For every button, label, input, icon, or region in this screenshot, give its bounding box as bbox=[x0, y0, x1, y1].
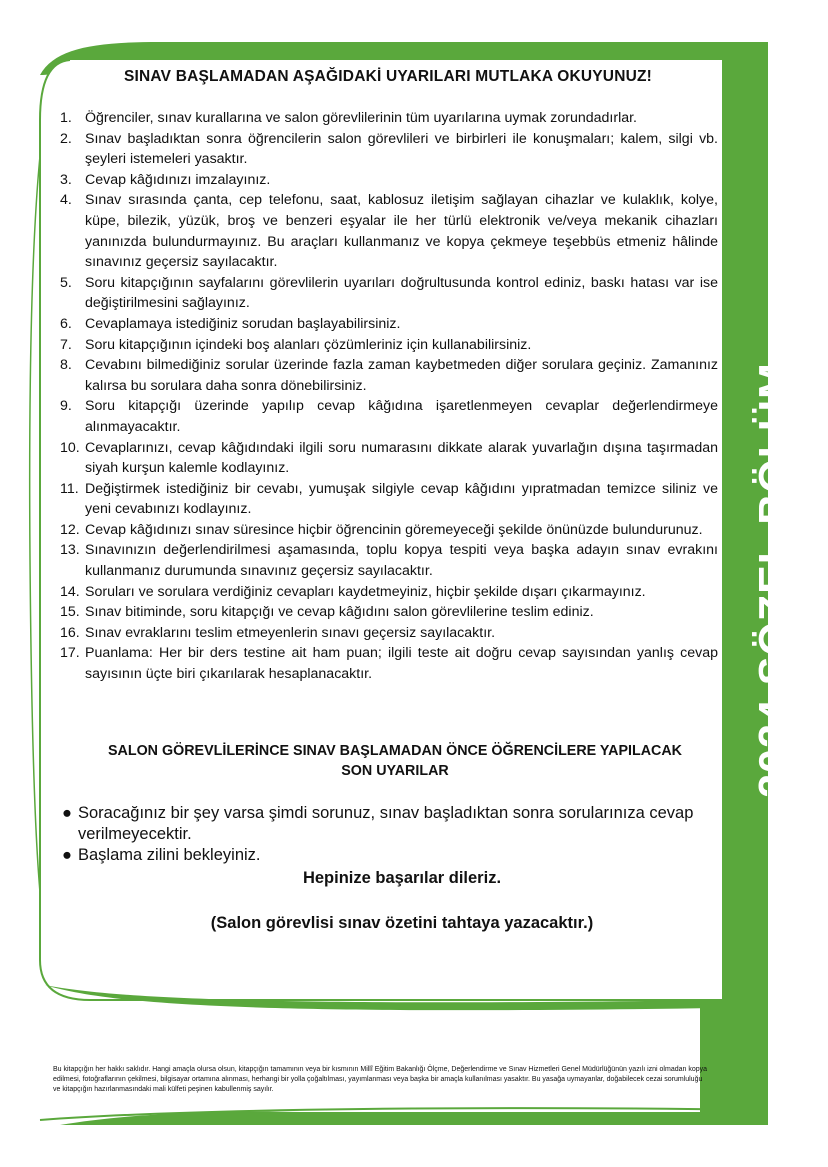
rule-number: 9. bbox=[60, 398, 72, 415]
rule-number: 10. bbox=[60, 439, 80, 456]
rule-text: Sınav bitiminde, soru kitapçığı ve cevap kâğıdını salon görevlilerine teslim ediniz. bbox=[85, 604, 594, 621]
bullet-text: Soracağınız bir şey varsa şimdi sorunuz, sınav başladıktan sonra sorularınıza cevap verilmeyecektir. bbox=[78, 803, 694, 843]
rule-text: Cevap kâğıdınızı sınav süresince hiçbir öğrencinin göremeyeceği şekilde önünüzde bulundurunuz. bbox=[85, 521, 703, 538]
rule-number: 4. bbox=[60, 192, 72, 209]
rule-text: Sınav sırasında çanta, cep telefonu, saat, kablosuz iletişim sağlayan cihazlar ve kulaklık, kolye, küpe, bilezik, yüzük, broş ve benzeri eşyalar ile her türlü elektronik ve/veya mekanik cihazları yanınızda bulundurmayınız. Bu araçları kullanmanız ve kopya çekmeye teşebbüs etmeniz hâlinde sınavınız geçersiz sayılacaktır. bbox=[85, 192, 718, 271]
bullet-icon: ● bbox=[62, 845, 72, 864]
rule-item bbox=[58, 314, 718, 335]
rule-number: 1. bbox=[60, 110, 72, 126]
board-note: (Salon görevlisi sınav özetini tahtaya yazacaktır.) bbox=[210, 913, 594, 932]
bullet-item bbox=[58, 845, 718, 866]
bullet-icon: ● bbox=[62, 803, 72, 822]
rule-text: Soru kitapçığının sayfalarını görevlilerin uyarıları doğrultusunda kontrol ediniz, baskı hatası var ise değiştirilmesini sağlayınız. bbox=[85, 274, 718, 312]
rule-item bbox=[58, 335, 718, 356]
bullet-item bbox=[58, 803, 718, 845]
rule-text: Cevaplarınızı, cevap kâğıdındaki ilgili soru numarasını dikkate alarak yuvarlağın dışına taşırmadan siyah kurşun kalemle kodlayınız. bbox=[85, 439, 718, 477]
rule-number: 13. bbox=[60, 542, 80, 559]
rule-text: Puanlama: Her bir ders testine ait ham puan; ilgili teste ait doğru cevap sayısından yanlış cevap sayısının üçte biri çıkarılarak hesaplanacaktır. bbox=[85, 645, 718, 683]
rule-item bbox=[58, 582, 718, 603]
salon-warnings-title bbox=[58, 741, 718, 781]
rule-number: 7. bbox=[60, 336, 72, 353]
rule-item bbox=[58, 602, 718, 623]
rule-text: Soruları ve sorulara verdiğiniz cevapları kaydetmeyiniz, hiçbir şekilde dışarı çıkarmayınız. bbox=[85, 583, 646, 600]
rule-number: 8. bbox=[60, 357, 72, 374]
rule-number: 11. bbox=[60, 480, 79, 497]
rule-number: 15. bbox=[60, 604, 80, 621]
rule-item bbox=[58, 170, 718, 191]
rule-item bbox=[58, 643, 718, 684]
rule-item bbox=[58, 540, 718, 581]
rule-number: 2. bbox=[60, 130, 72, 147]
rule-number: 12. bbox=[60, 521, 80, 538]
rule-number: 3. bbox=[60, 171, 72, 188]
rule-number: 5. bbox=[60, 274, 72, 291]
rule-text: Cevabını bilmediğiniz sorular üzerinde fazla zaman kaybetmeden diğer sorulara geçiniz. Zamanınız kalırsa bu sorulara daha sonra dönebilirsiniz. bbox=[85, 357, 718, 394]
rule-text: Değiştirmek istediğiniz bir cevabı, yumuşak silgiyle cevap kâğıdını yıpratmadan temizce siliniz ve yeni cevabınızı kodlayınız. bbox=[85, 480, 718, 518]
salon-title-line1: SALON GÖREVLİLERİNCE SINAV BAŞLAMADAN ÖNCE ÖĞRENCİLERE YAPILACAK bbox=[107, 742, 683, 759]
bullet-text: Başlama zilini bekleyiniz. bbox=[78, 845, 261, 864]
rule-item bbox=[58, 108, 718, 129]
page-title: SINAV BAŞLAMADAN AŞAĞIDAKİ UYARILARI MUTLAKA OKUYUNUZ! bbox=[123, 68, 653, 85]
salon-title-line2: SON UYARILAR bbox=[341, 762, 449, 779]
rule-item bbox=[58, 355, 718, 396]
rule-item bbox=[58, 438, 718, 479]
rule-number: 17. bbox=[60, 645, 80, 662]
rule-text: Soru kitapçığı üzerinde yapılıp cevap kâğıdına işaretlenmeyen cevaplar değerlendirmeye alınmayacaktır. bbox=[85, 398, 718, 435]
rule-number: 14. bbox=[60, 583, 80, 600]
rule-text: Sınavınızın değerlendirilmesi aşamasında, toplu kopya tespiti veya başka adayın sınav evrakını kullanmanız durumunda sınavınız geçersiz sayılacaktır. bbox=[85, 542, 718, 580]
rule-number: 16. bbox=[60, 624, 80, 641]
rule-text: Soru kitapçığının içindeki boş alanları çözümleriniz için kullanabilirsiniz. bbox=[85, 336, 532, 353]
instructions-content bbox=[58, 68, 718, 933]
rule-text: Sınav başladıktan sonra öğrencilerin salon görevlileri ve birbirleri ile konuşmaları; kalem, silgi vb. şeyleri istemeleri yasaktır. bbox=[85, 130, 718, 168]
rule-text: Sınav evraklarını teslim etmeyenlerin sınavı geçersiz sayılacaktır. bbox=[85, 624, 496, 641]
rules-list bbox=[58, 108, 718, 685]
rule-item bbox=[58, 623, 718, 644]
copyright-footer: Bu kitapçığın her hakkı saklıdır. Hangi amaçla olursa olsun, kitapçığın tamamının veya bir kısmının Millî Eğitim Bakanlığı Ölçme, Değerlendirme ve Sınav Hizmetleri Genel Müdürlüğünün yazılı izni olmadan kopya edilmesi, fotoğraflarının çekilmesi, bilgisayar ortamına alınması, herhangi bir yolla çoğaltılması, yayımlanması veya başka bir amaçla kullanılması yasaktır. Bu yasağa uymayanlar, doğabilecek cezai sorumluluğu ve kitapçığın hazırlanmasındaki mali külfeti peşinen kabullenmiş sayılır. bbox=[53, 1066, 708, 1093]
rule-text: Cevap kâğıdınızı imzalayınız. bbox=[85, 171, 271, 188]
rule-item bbox=[58, 129, 718, 170]
rule-number: 6. bbox=[60, 315, 72, 332]
rule-item bbox=[58, 273, 718, 314]
rule-item bbox=[58, 520, 718, 541]
good-luck-message: Hepinize başarılar dileriz. bbox=[302, 868, 502, 887]
salon-warnings-list bbox=[58, 803, 718, 866]
rule-item bbox=[58, 190, 718, 272]
rule-item bbox=[58, 396, 718, 437]
rule-text: Cevaplamaya istediğiniz sorudan başlayabilirsiniz. bbox=[85, 315, 401, 332]
section-label-text: 2024 SÖZEL BÖLÜM bbox=[750, 362, 799, 798]
rule-text: Öğrenciler, sınav kurallarına ve salon görevlilerinin tüm uyarılarına uymak zorundadırlar. bbox=[85, 110, 637, 126]
rule-item bbox=[58, 479, 718, 520]
